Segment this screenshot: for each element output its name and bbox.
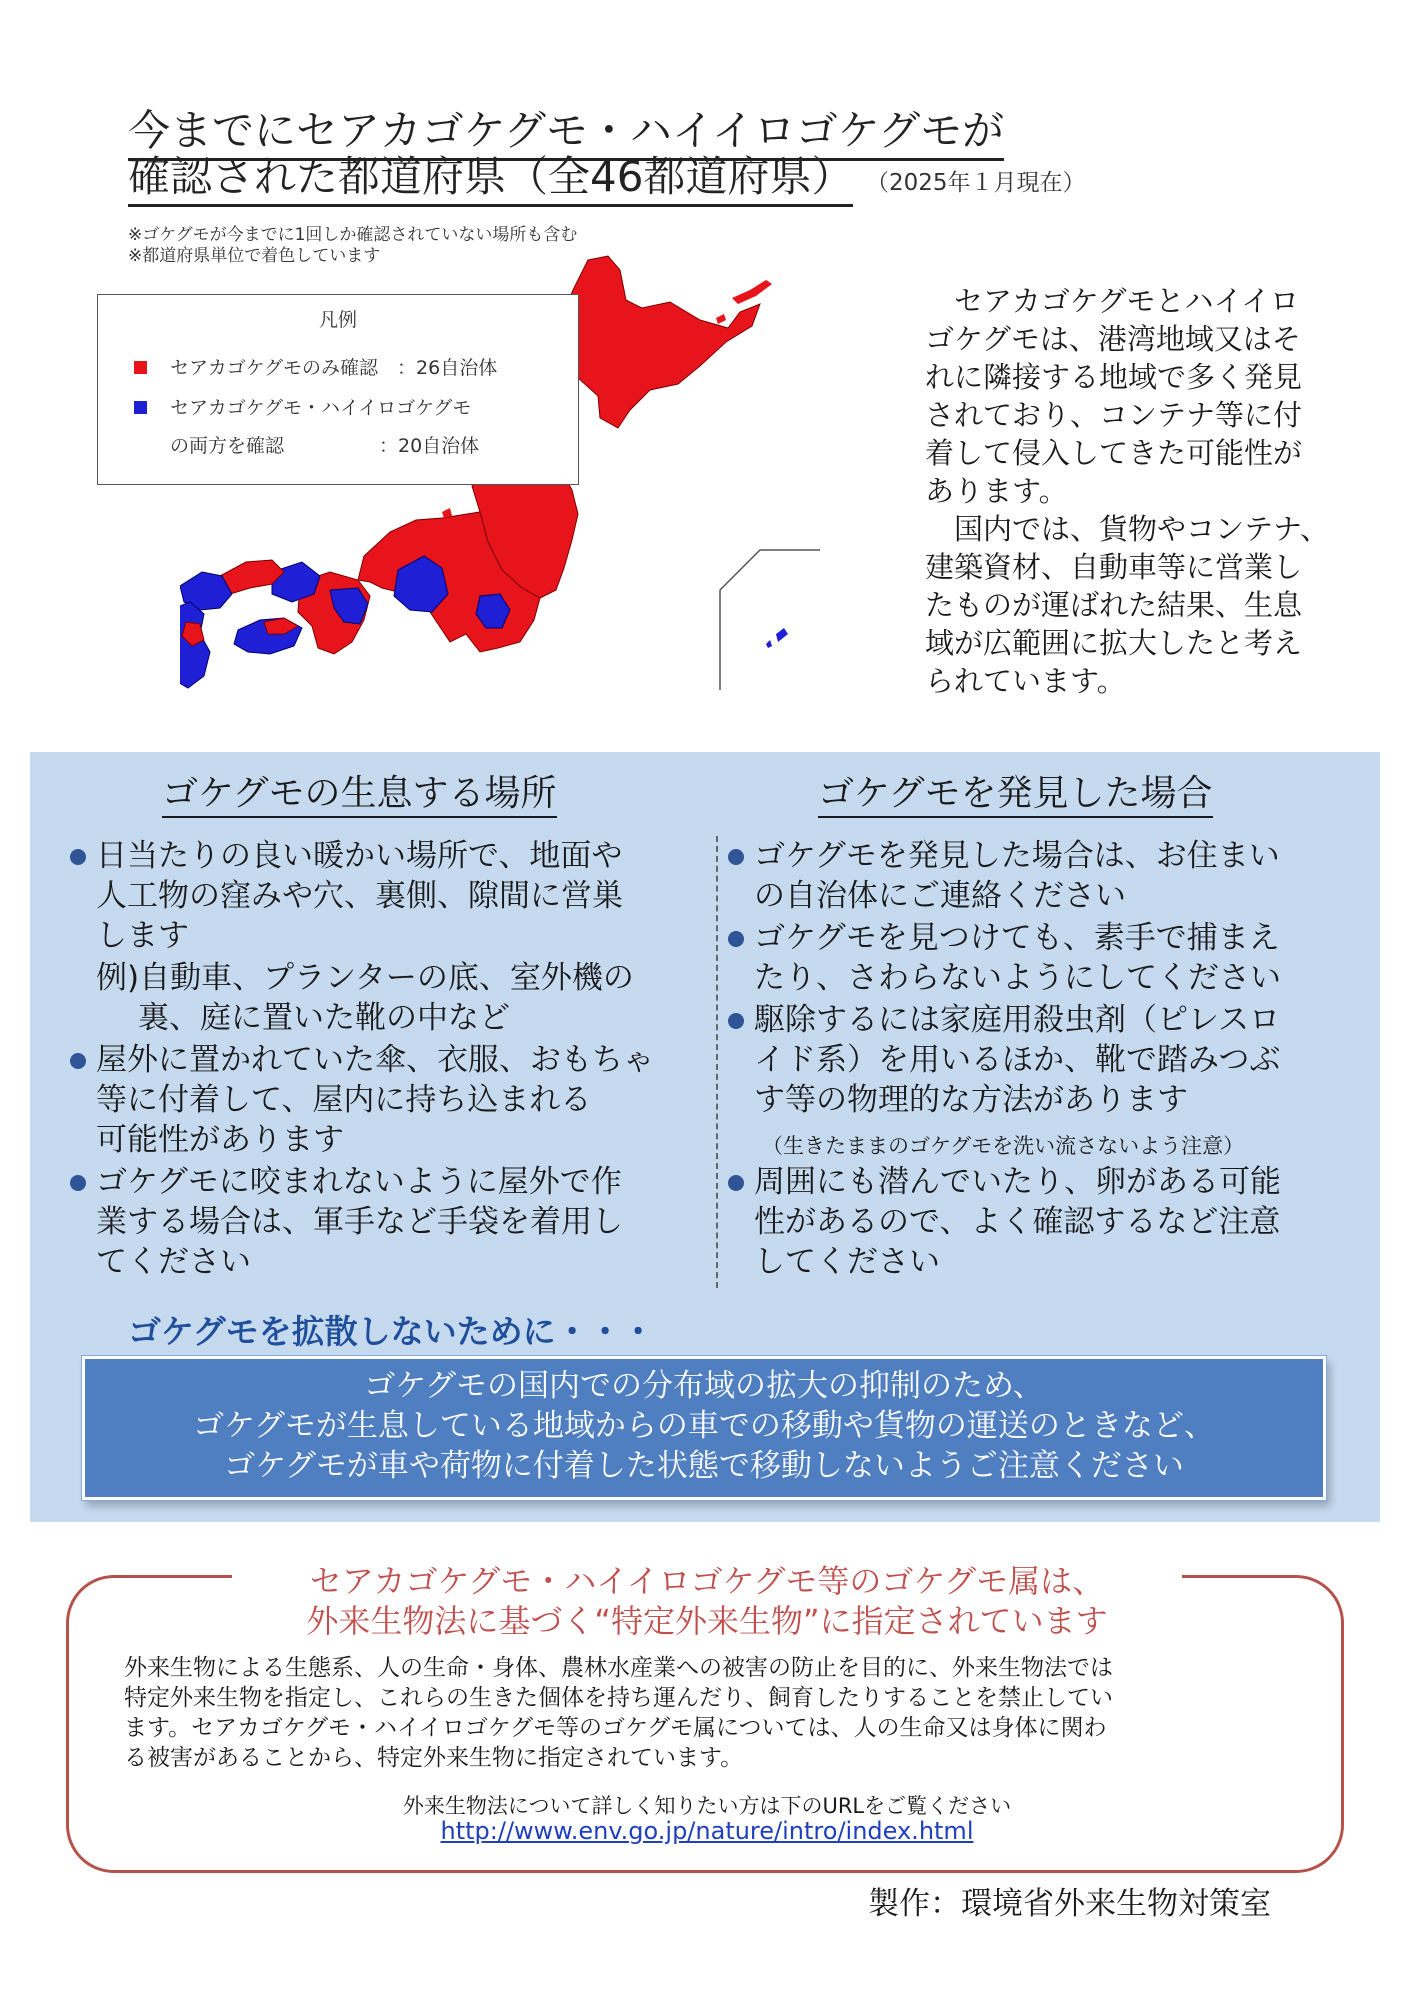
habitat-line: 屋外に置かれていた傘、衣服、おもちゃ xyxy=(96,1042,654,1078)
habitat-bullet-icon xyxy=(70,1053,86,1069)
habitat-title: ゴケグモの生息する場所 xyxy=(162,772,557,818)
column-divider xyxy=(716,836,718,1288)
law-body-line3: ます。セアカゴケグモ・ハイイロゴケグモ等のゴケグモ属については、人の生命又は身体に関わ xyxy=(124,1715,1107,1741)
discovery-line: ゴケグモを発見した場合は、お住まい xyxy=(754,838,1280,874)
discovery-line: 周囲にも潜んでいたり、卵がある可能 xyxy=(754,1164,1281,1200)
discovery-line: ゴケグモを見つけても、素手で捕まえ xyxy=(754,920,1280,956)
law-link-label: 外来生物法について詳しく知りたい方は下のURLをご覧ください xyxy=(402,1794,1012,1818)
law-title-line2: 外来生物法に基づく“特定外来生物”に指定されています xyxy=(306,1602,1108,1640)
habitat-line: ゴケグモに咬まれないように屋外で作 xyxy=(96,1164,622,1200)
habitat-line: します xyxy=(96,918,189,954)
intro-line: セアカゴケグモとハイイロ xyxy=(925,284,1300,318)
intro-line: されており、コンテナ等に付 xyxy=(925,398,1303,432)
habitat-line: 例)自動車、プランターの底、室外機の xyxy=(96,960,634,996)
discovery-bullet-icon xyxy=(728,931,744,947)
intro-line: 着して侵入してきた可能性が xyxy=(925,436,1303,470)
spread-line-2: ゴケグモが生息している地域からの車での移動や貨物の運送のときなど、 xyxy=(193,1408,1215,1444)
discovery-line: イド系）を用いるほか、靴で踏みつぶ xyxy=(754,1042,1281,1078)
discovery-line: してください xyxy=(754,1244,940,1280)
intro-line: 国内では、貨物やコンテナ、 xyxy=(925,512,1329,546)
intro-line: れに隣接する地域で多く発見 xyxy=(925,360,1303,394)
map-legend xyxy=(97,294,579,485)
discovery-bullet-icon xyxy=(728,1175,744,1191)
legend-title: 凡例 xyxy=(318,309,357,331)
spread-line-3: ゴケグモが車や荷物に付着した状態で移動しないようご注意ください xyxy=(224,1448,1184,1484)
page-title-line1: 今までにセアカゴケグモ・ハイイロゴケグモが xyxy=(128,106,1004,161)
discovery-bullet-icon xyxy=(728,1013,744,1029)
spread-warning-box xyxy=(82,1356,1326,1500)
law-body-line2: 特定外来生物を指定し、これらの生きた個体を持ち運んだり、飼育したりすることを禁止してい xyxy=(124,1685,1113,1711)
intro-line: たものが運ばれた結果、生息 xyxy=(925,588,1303,622)
as-of-date: （2025年１月現在） xyxy=(866,170,1086,196)
habitat-bullet-icon xyxy=(70,1175,86,1191)
law-body-line4: る被害があることから、特定外来生物に指定されています。 xyxy=(124,1745,744,1771)
intro-line: られています。 xyxy=(925,664,1126,698)
legend-blue-swatch xyxy=(134,401,147,414)
credit: 製作：環境省外来生物対策室 xyxy=(868,1886,1271,1922)
page-title-line2: 確認された都道府県（全46都道府県） xyxy=(128,152,853,207)
law-url-link[interactable]: http://www.env.go.jp/nature/intro/index.html xyxy=(440,1817,974,1845)
intro-line: ゴケグモは、港湾地域又はそ xyxy=(925,322,1301,356)
discovery-title: ゴケグモを発見した場合 xyxy=(818,772,1213,818)
discovery-line: す等の物理的な方法があります xyxy=(754,1082,1188,1118)
habitat-line: 人工物の窪みや穴、裏側、隙間に営巣 xyxy=(96,878,623,914)
habitat-line: てください xyxy=(96,1244,251,1280)
legend-blue-label-line1: セアカゴケグモ・ハイイロゴケグモ xyxy=(170,397,472,419)
map-okinawa-inset-frame xyxy=(720,550,820,690)
law-title-line1: セアカゴケグモ・ハイイロゴケグモ等のゴケグモ属は、 xyxy=(309,1562,1105,1600)
spread-line-1: ゴケグモの国内での分布域の拡大の抑制のため、 xyxy=(364,1368,1044,1404)
habitat-line: 等に付着して、屋内に持ち込まれる xyxy=(96,1082,592,1118)
habitat-line: 日当たりの良い暖かい場所で、地面や xyxy=(96,838,623,874)
discovery-bullet-icon xyxy=(728,849,744,865)
intro-line: 域が広範囲に拡大したと考え xyxy=(925,626,1303,660)
discovery-line: たり、さわらないようにしてください xyxy=(754,960,1281,996)
legend-blue-label-line2: の両方を確認 ：20自治体 xyxy=(170,435,480,457)
habitat-line: 可能性があります xyxy=(96,1122,344,1158)
habitat-bullet-icon xyxy=(70,849,86,865)
law-body-line1: 外来生物による生態系、人の生命・身体、農林水産業への被害の防止を目的に、外来生物法では xyxy=(124,1655,1113,1681)
discovery-line: （生きたままのゴケグモを洗い流さないよう注意） xyxy=(762,1134,1245,1158)
discovery-line: の自治体にご連絡ください xyxy=(754,878,1126,914)
habitat-line: 業する場合は、軍手など手袋を着用し xyxy=(96,1204,623,1240)
map-okinawa xyxy=(766,628,788,648)
spread-warning-title: ゴケグモを拡散しないために・・・ xyxy=(128,1312,655,1351)
legend-red-label: セアカゴケグモのみ確認 ：26自治体 xyxy=(170,357,498,379)
discovery-line: 駆除するには家庭用殺虫剤（ピレスロ xyxy=(754,1002,1281,1038)
intro-line: 建築資材、自動車等に営業し xyxy=(925,550,1303,584)
discovery-line: 性があるので、よく確認するなど注意 xyxy=(754,1204,1281,1240)
habitat-line: 裏、庭に置いた靴の中など xyxy=(138,1000,510,1036)
legend-red-swatch xyxy=(134,361,147,374)
intro-line: あります。 xyxy=(925,474,1068,508)
note-1: ※ゴケグモが今までに1回しか確認されていない場所も含む xyxy=(128,225,578,245)
note-2: ※都道府県単位で着色しています xyxy=(128,246,381,266)
